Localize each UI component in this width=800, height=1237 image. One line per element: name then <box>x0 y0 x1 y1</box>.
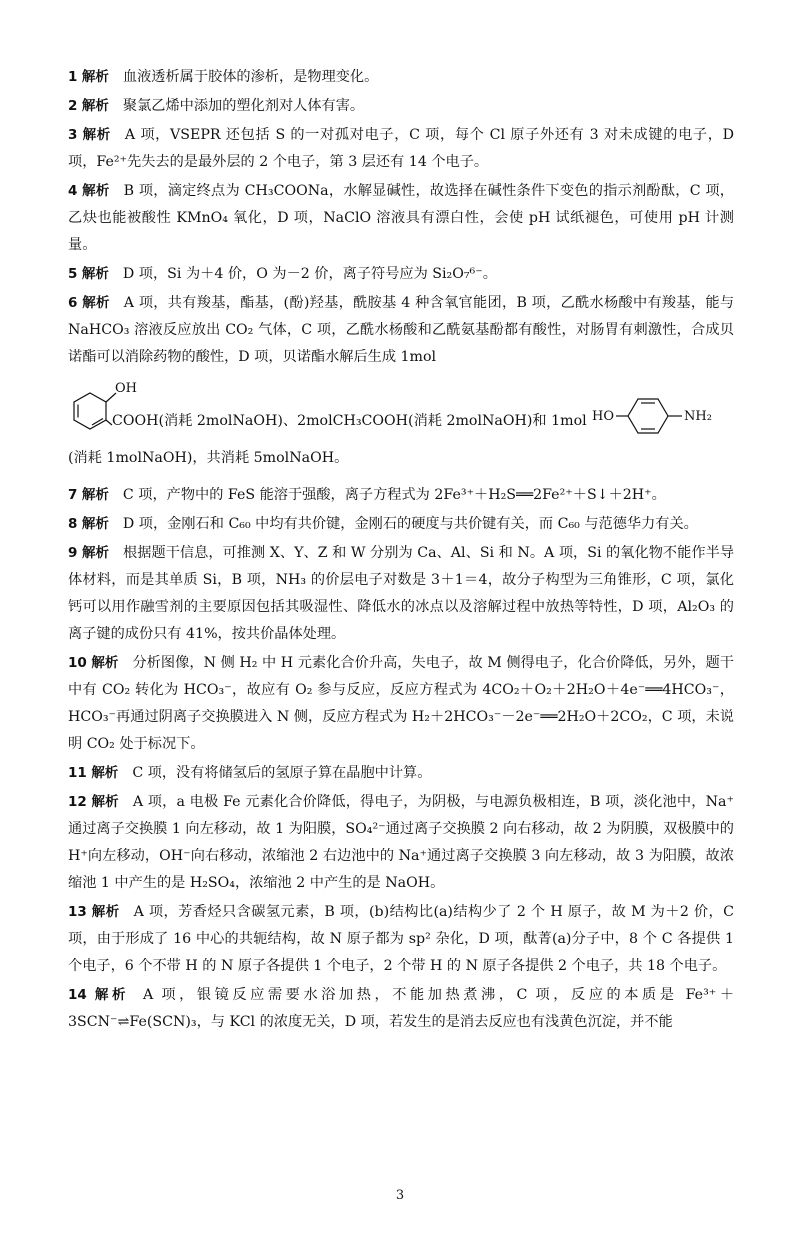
item-keyword: 解析 <box>82 127 111 143</box>
item-text: A 项，共有羧基，酯基，(酚)羟基，酰胺基 4 种含氧官能团，B 项，乙酰水杨酸中有羧基，能与 NaHCO₃ 溶液反应放出 CO₂ 气体，C 项，乙酰水杨酸和乙酰氨基酚都有酸性，对肠胃有刺激性，合成贝诺酯可以消除药物的酸性，D 项，贝诺酯水解后生成 1mol <box>68 295 735 365</box>
item-keyword: 解析 <box>81 98 109 114</box>
item-number: 9 <box>68 545 78 561</box>
item-keyword: 解析 <box>91 904 120 920</box>
item-text: 聚氯乙烯中添加的塑化剂对人体有害。 <box>122 98 365 114</box>
item-keyword: 解析 <box>81 69 109 85</box>
amino-group-label: NH₂ <box>684 409 712 424</box>
answer-item-9 <box>68 540 734 648</box>
item-number: 5 <box>68 266 78 282</box>
answer-item-7 <box>68 482 734 509</box>
item-text: D 项，Si 为＋4 价，O 为－2 价，离子符号应为 Si₂O₇⁶⁻。 <box>122 266 497 282</box>
item-text: A 项，芳香烃只含碳氢元素，B 项，(b)结构比(a)结构少了 2 个 H 原子，故 M 为＋2 价，C 项，由于形成了 16 中心的共轭结构，故 N 原子都为 sp² 杂化，D 项，酞菁(a)分子中，8 个 C 各提供 1 个电子，6 个不带 H 的 N 原子各提供 1 个电子，2 个带 H 的 N 原子各提供 2 个电子，共 18 个电子。 <box>68 904 734 974</box>
item-keyword: 解析 <box>82 183 110 199</box>
item-text: 分析图像，N 侧 H₂ 中 H 元素化合价升高，失电子，故 M 侧得电子，化合价降低，另外，题干中有 CO₂ 转化为 HCO₃⁻，故应有 O₂ 参与反应，反应方程式为 4CO₂＋O₂＋2H₂O＋4e⁻══4HCO₃⁻，HCO₃⁻再通过阴离子交换膜进入 N 侧，反应方程式为 H₂＋2HCO₃⁻－2e⁻══2H₂O＋2CO₂，C 项，未说明 CO₂ 处于标况下。 <box>68 655 734 752</box>
item-number: 2 <box>68 98 78 114</box>
item-text: 血液透析属于胶体的渗析，是物理变化。 <box>122 69 379 85</box>
item-number: 7 <box>68 487 78 503</box>
structure-row <box>68 373 734 445</box>
item-keyword: 解析 <box>81 266 109 282</box>
item-keyword: 解析 <box>81 545 110 561</box>
item-text: 根据题干信息，可推测 X、Y、Z 和 W 分别为 Ca、Al、Si 和 N。A 项，Si 的氧化物不能作半导体材料，而是其单质 Si，B 项，NH₃ 的价层电子对数是 3＋1＝4，故分子构型为三角锥形，C 项，氯化钙可以用作融雪剂的主要原因包括其吸湿性、降低水的冰点以及溶解过程中放热等特性，D 项，Al₂O₃ 的离子键的成份只有 41%，按共价晶体处理。 <box>68 545 735 642</box>
item-number: 8 <box>68 516 78 532</box>
item-text: B 项，滴定终点为 CH₃COONa，水解显碱性，故选择在碱性条件下变色的指示剂酚酞，C 项，乙炔也能被酸性 KMnO₄ 氧化，D 项，NaClO 溶液具有漂白性，会使 pH 试纸褪色，可使用 pH 计测量。 <box>68 183 734 253</box>
item-text: A 项，a 电极 Fe 元素化合价降低，得电子，为阴极，与电源负极相连，B 项，淡化池中，Na⁺通过离子交换膜 1 向左移动，故 1 为阳膜，SO₄²⁻通过离子交换膜 2 向右移动，故 2 为阴膜，双极膜中的 H⁺向左移动，OH⁻向右移动，浓缩池 2 右边池中的 Na⁺通过离子交换膜 3 向左移动，故 3 为阳膜，故浓缩池 1 中产生的是 H₂SO₄，浓缩池 2 中产生的是 NaOH。 <box>68 794 734 891</box>
item-number: 10 <box>68 655 87 671</box>
answer-item-1 <box>68 64 734 91</box>
item-keyword: 解析 <box>91 765 119 781</box>
answer-list <box>68 64 734 1038</box>
answer-item-13 <box>68 899 734 980</box>
answer-item-11 <box>68 760 734 787</box>
item-text: C 项，没有将储氢后的氢原子算在晶胞中计算。 <box>132 765 432 781</box>
item-keyword: 解析 <box>81 516 109 532</box>
answer-item-3 <box>68 122 734 176</box>
item-keyword: 解析 <box>94 987 130 1003</box>
item-text: C 项，产物中的 FeS 能溶于强酸，离子方程式为 2Fe³⁺＋H₂S══2Fe²⁺＋S↓＋2H⁺。 <box>122 487 666 503</box>
answer-item-4 <box>68 178 734 259</box>
item-text: D 项，金刚石和 C₆₀ 中均有共价键，金刚石的硬度与共价键有关，而 C₆₀ 与范德华力有关。 <box>122 516 698 532</box>
item-text: A 项，银镜反应需要水浴加热，不能加热煮沸，C 项，反应的本质是 Fe³⁺＋3SCN⁻⇌Fe(SCN)₃，与 KCl 的浓度无关，D 项，若发生的是消去反应也有浅黄色沉淀，并不能 <box>68 987 735 1030</box>
hydroxyl-label: OH <box>115 381 137 396</box>
answer-item-2 <box>68 93 734 120</box>
item-number: 4 <box>68 183 78 199</box>
item-number: 1 <box>68 69 78 85</box>
item-keyword: 解析 <box>82 295 110 311</box>
item-text: A 项，VSEPR 还包括 S 的一对孤对电子，C 项，每个 Cl 原子外还有 3 对未成键的电子，D 项，Fe²⁺先失去的是最外层的 2 个电子，第 3 层还有 14 个电子。 <box>68 127 734 170</box>
answer-item-14 <box>68 982 734 1036</box>
page-number: 3 <box>395 1188 405 1203</box>
item-number: 6 <box>68 295 78 311</box>
hydroxy-group-label: HO <box>592 409 614 424</box>
item-number: 12 <box>68 794 87 810</box>
answer-item-10 <box>68 650 734 758</box>
item-keyword: 解析 <box>91 794 119 810</box>
answer-item-5 <box>68 261 734 288</box>
item-keyword: 解析 <box>91 655 119 671</box>
item-keyword: 解析 <box>81 487 109 503</box>
aminophenol-structure <box>592 395 742 435</box>
answer-item-12 <box>68 789 734 897</box>
item-number: 14 <box>68 987 87 1003</box>
item6-conclusion: (消耗 1molNaOH)，共消耗 5molNaOH。 <box>68 450 349 466</box>
item-number: 13 <box>68 904 87 920</box>
item-number: 3 <box>68 127 78 143</box>
item6-structure-text: COOH(消耗 2molNaOH)、2molCH₃COOH(消耗 2molNaOH)和 1mol <box>112 413 587 429</box>
answer-item-6 <box>68 290 734 371</box>
answer-item-8 <box>68 511 734 538</box>
item-number: 11 <box>68 765 87 781</box>
